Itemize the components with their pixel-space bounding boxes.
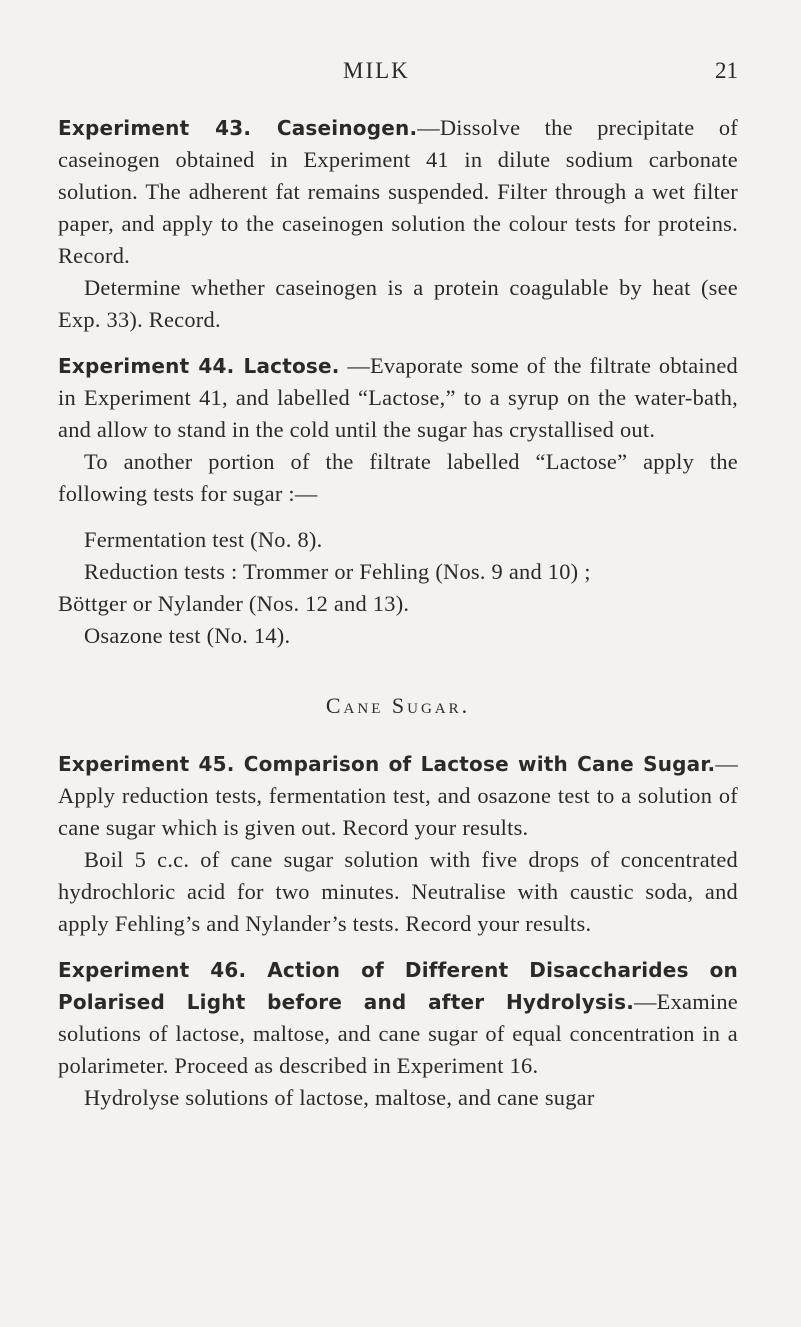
- running-title: MILK: [343, 58, 410, 83]
- exp46-heading: Experiment 46. Action of Different Disaccharides on Polarised Light before and after Hydrolysis.: [58, 958, 738, 1014]
- exp43-text: —Dissolve the precipitate of caseinogen obtained in Experiment 41 in dilute sodium carbonate solution. The adherent fat remains suspended. Filter through a wet filter paper, and apply to the caseinogen solution the colour tests for proteins. Record.: [58, 115, 738, 268]
- exp44-test-osazone: Osazone test (No. 14).: [84, 623, 291, 648]
- section-heading-cane-sugar: Cane Sugar.: [325, 693, 471, 718]
- exp44-test-reduction: Reduction tests : Trommer or Fehling (Nos. 9 and 10) ;: [84, 559, 591, 584]
- exp44-text: —Evaporate some of the filtrate obtained in Experiment 41, and labelled “Lactose,” to a syrup on the water-bath, and allow to stand in the cold until the sugar has crystallised out.: [58, 353, 738, 442]
- exp45-text: —Apply reduction tests, fermentation test, and osazone test to a solution of cane sugar which is given out. Record your results.: [58, 751, 738, 840]
- exp45-paragraph-2: [58, 844, 738, 940]
- exp44-heading: Experiment 44. Lactose.: [58, 354, 340, 378]
- exp46-paragraph: [58, 954, 738, 1082]
- exp46-text-2: Hydrolyse solutions of lactose, maltose, and cane sugar: [84, 1085, 595, 1110]
- exp44-test-bottger: Böttger or Nylander (Nos. 12 and 13).: [58, 591, 410, 616]
- page-number: 21: [715, 58, 738, 83]
- exp44-test-fermentation: Fermentation test (No. 8).: [84, 527, 323, 552]
- exp43-text-2: Determine whether caseinogen is a protein coagulable by heat (see Exp. 33). Record.: [58, 275, 738, 332]
- exp44-paragraph-2: [58, 446, 738, 510]
- exp43-heading: Experiment 43. Caseinogen.: [58, 116, 418, 140]
- exp45-paragraph: [58, 748, 738, 844]
- exp43-paragraph: [58, 112, 738, 272]
- exp45-heading: Experiment 45. Comparison of Lactose with Cane Sugar.: [58, 752, 716, 776]
- exp44-paragraph: [58, 350, 738, 446]
- exp45-text-2: Boil 5 c.c. of cane sugar solution with five drops of concentrated hydrochloric acid for two minutes. Neutralise with caustic soda, and apply Fehling’s and Nylander’s tests. Record your results.: [58, 847, 738, 936]
- body-text: [58, 112, 738, 1114]
- exp46-text: —Examine solutions of lactose, maltose, and cane sugar of equal concentration in a polarimeter. Proceed as described in Experiment 16.: [58, 989, 738, 1078]
- exp46-paragraph-2: [58, 1082, 738, 1114]
- running-head: [0, 58, 801, 98]
- exp44-text-2: To another portion of the filtrate labelled “Lactose” apply the following tests for sugar :—: [58, 449, 738, 506]
- exp43-paragraph-2: [58, 272, 738, 336]
